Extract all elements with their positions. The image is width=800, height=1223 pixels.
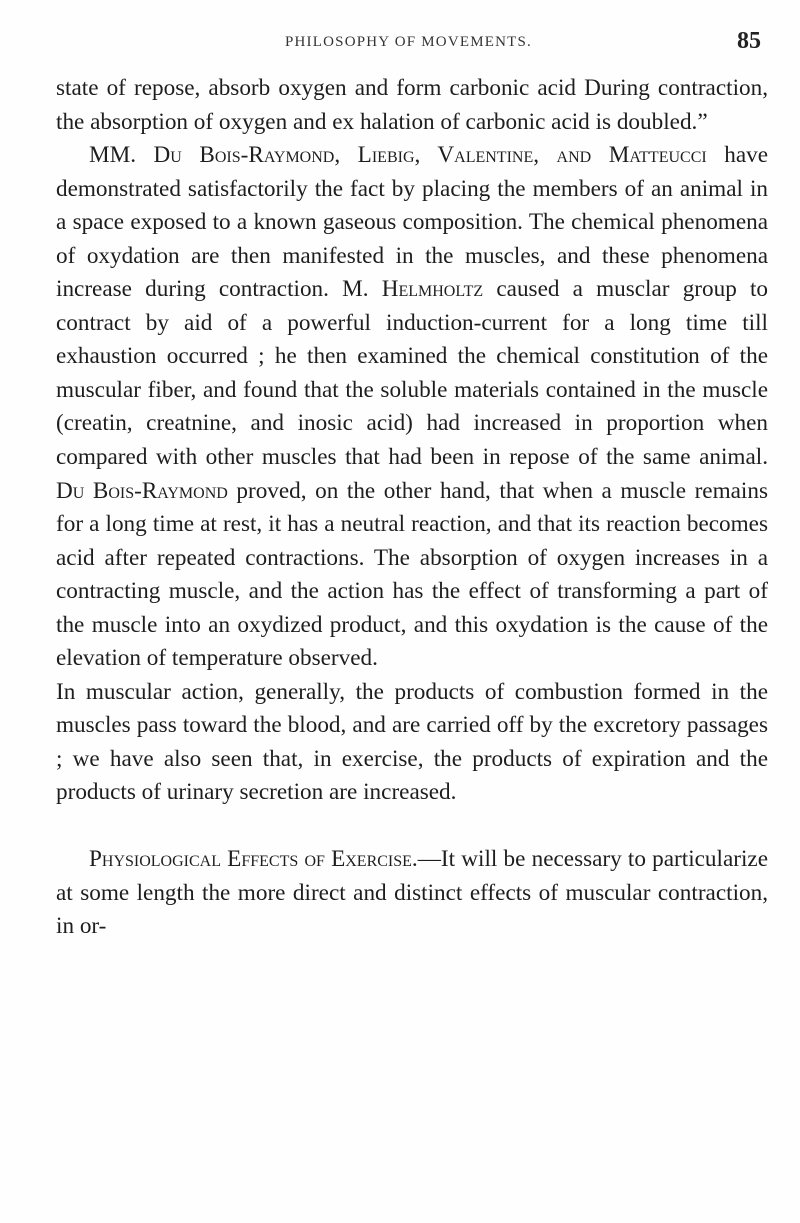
paragraph <box>56 843 768 944</box>
body-text <box>56 72 768 944</box>
author-name: Du Bois-Raymond <box>56 477 228 504</box>
paragraph <box>56 139 768 676</box>
section-heading: Physiological Effects of Exercise. <box>89 846 418 873</box>
paragraph-text: —It will be necessary to particularize at some length the more direct and distinct effects of muscular contraction, in or- <box>56 846 768 940</box>
running-title: PHILOSOPHY OF MOVEMENTS. <box>284 34 533 50</box>
paragraph-text: caused a musclar group to contract by aid of a powerful induction-current for a long time till exhaustion occurred ; he then examined the chemical constitution of the muscular fiber, and found that the soluble materials contained in the muscle (creatin, creatnine, and inosic acid) had increased in proportion when compared with other muscles that had been in repose of the same animal. <box>56 276 768 471</box>
paragraph <box>56 72 768 139</box>
paragraph-text: state of repose, absorb oxygen and form carbonic acid During contraction, the absorption of oxygen and ex halation of carbonic acid is doubled.” <box>56 75 768 135</box>
author-names: MM. Du Bois-Raymond, Liebig, Valentine, and Matteucci <box>89 142 707 169</box>
paragraph-text: have demonstrated satisfactorily the fact by placing the members of an animal in a space exposed to a known gaseous composition. The chemical phenomena of oxydation are then manifested in the muscles, and these phenomena increase during contraction. M. <box>56 142 769 303</box>
author-name: Helmholtz <box>381 276 484 303</box>
running-head <box>56 30 761 60</box>
paragraph <box>56 676 768 810</box>
paragraph-text: In muscular action, generally, the products of combustion formed in the muscles pass toward the blood, and are carried off by the excretory passages ; we have also seen that, in exercise, the products of expiration and the products of urinary secretion are increased. <box>56 678 768 806</box>
paragraph-text: proved, on the other hand, that when a muscle remains for a long time at rest, it has a neutral reaction, and that its reaction becomes acid after repeated contractions. The absorption of oxygen increases in a contracting muscle, and the action has the effect of transforming a part of the muscle into an oxydized product, and this oxydation is the cause of the elevation of temperature observed. <box>56 477 768 672</box>
page-number: 85 <box>737 28 761 54</box>
